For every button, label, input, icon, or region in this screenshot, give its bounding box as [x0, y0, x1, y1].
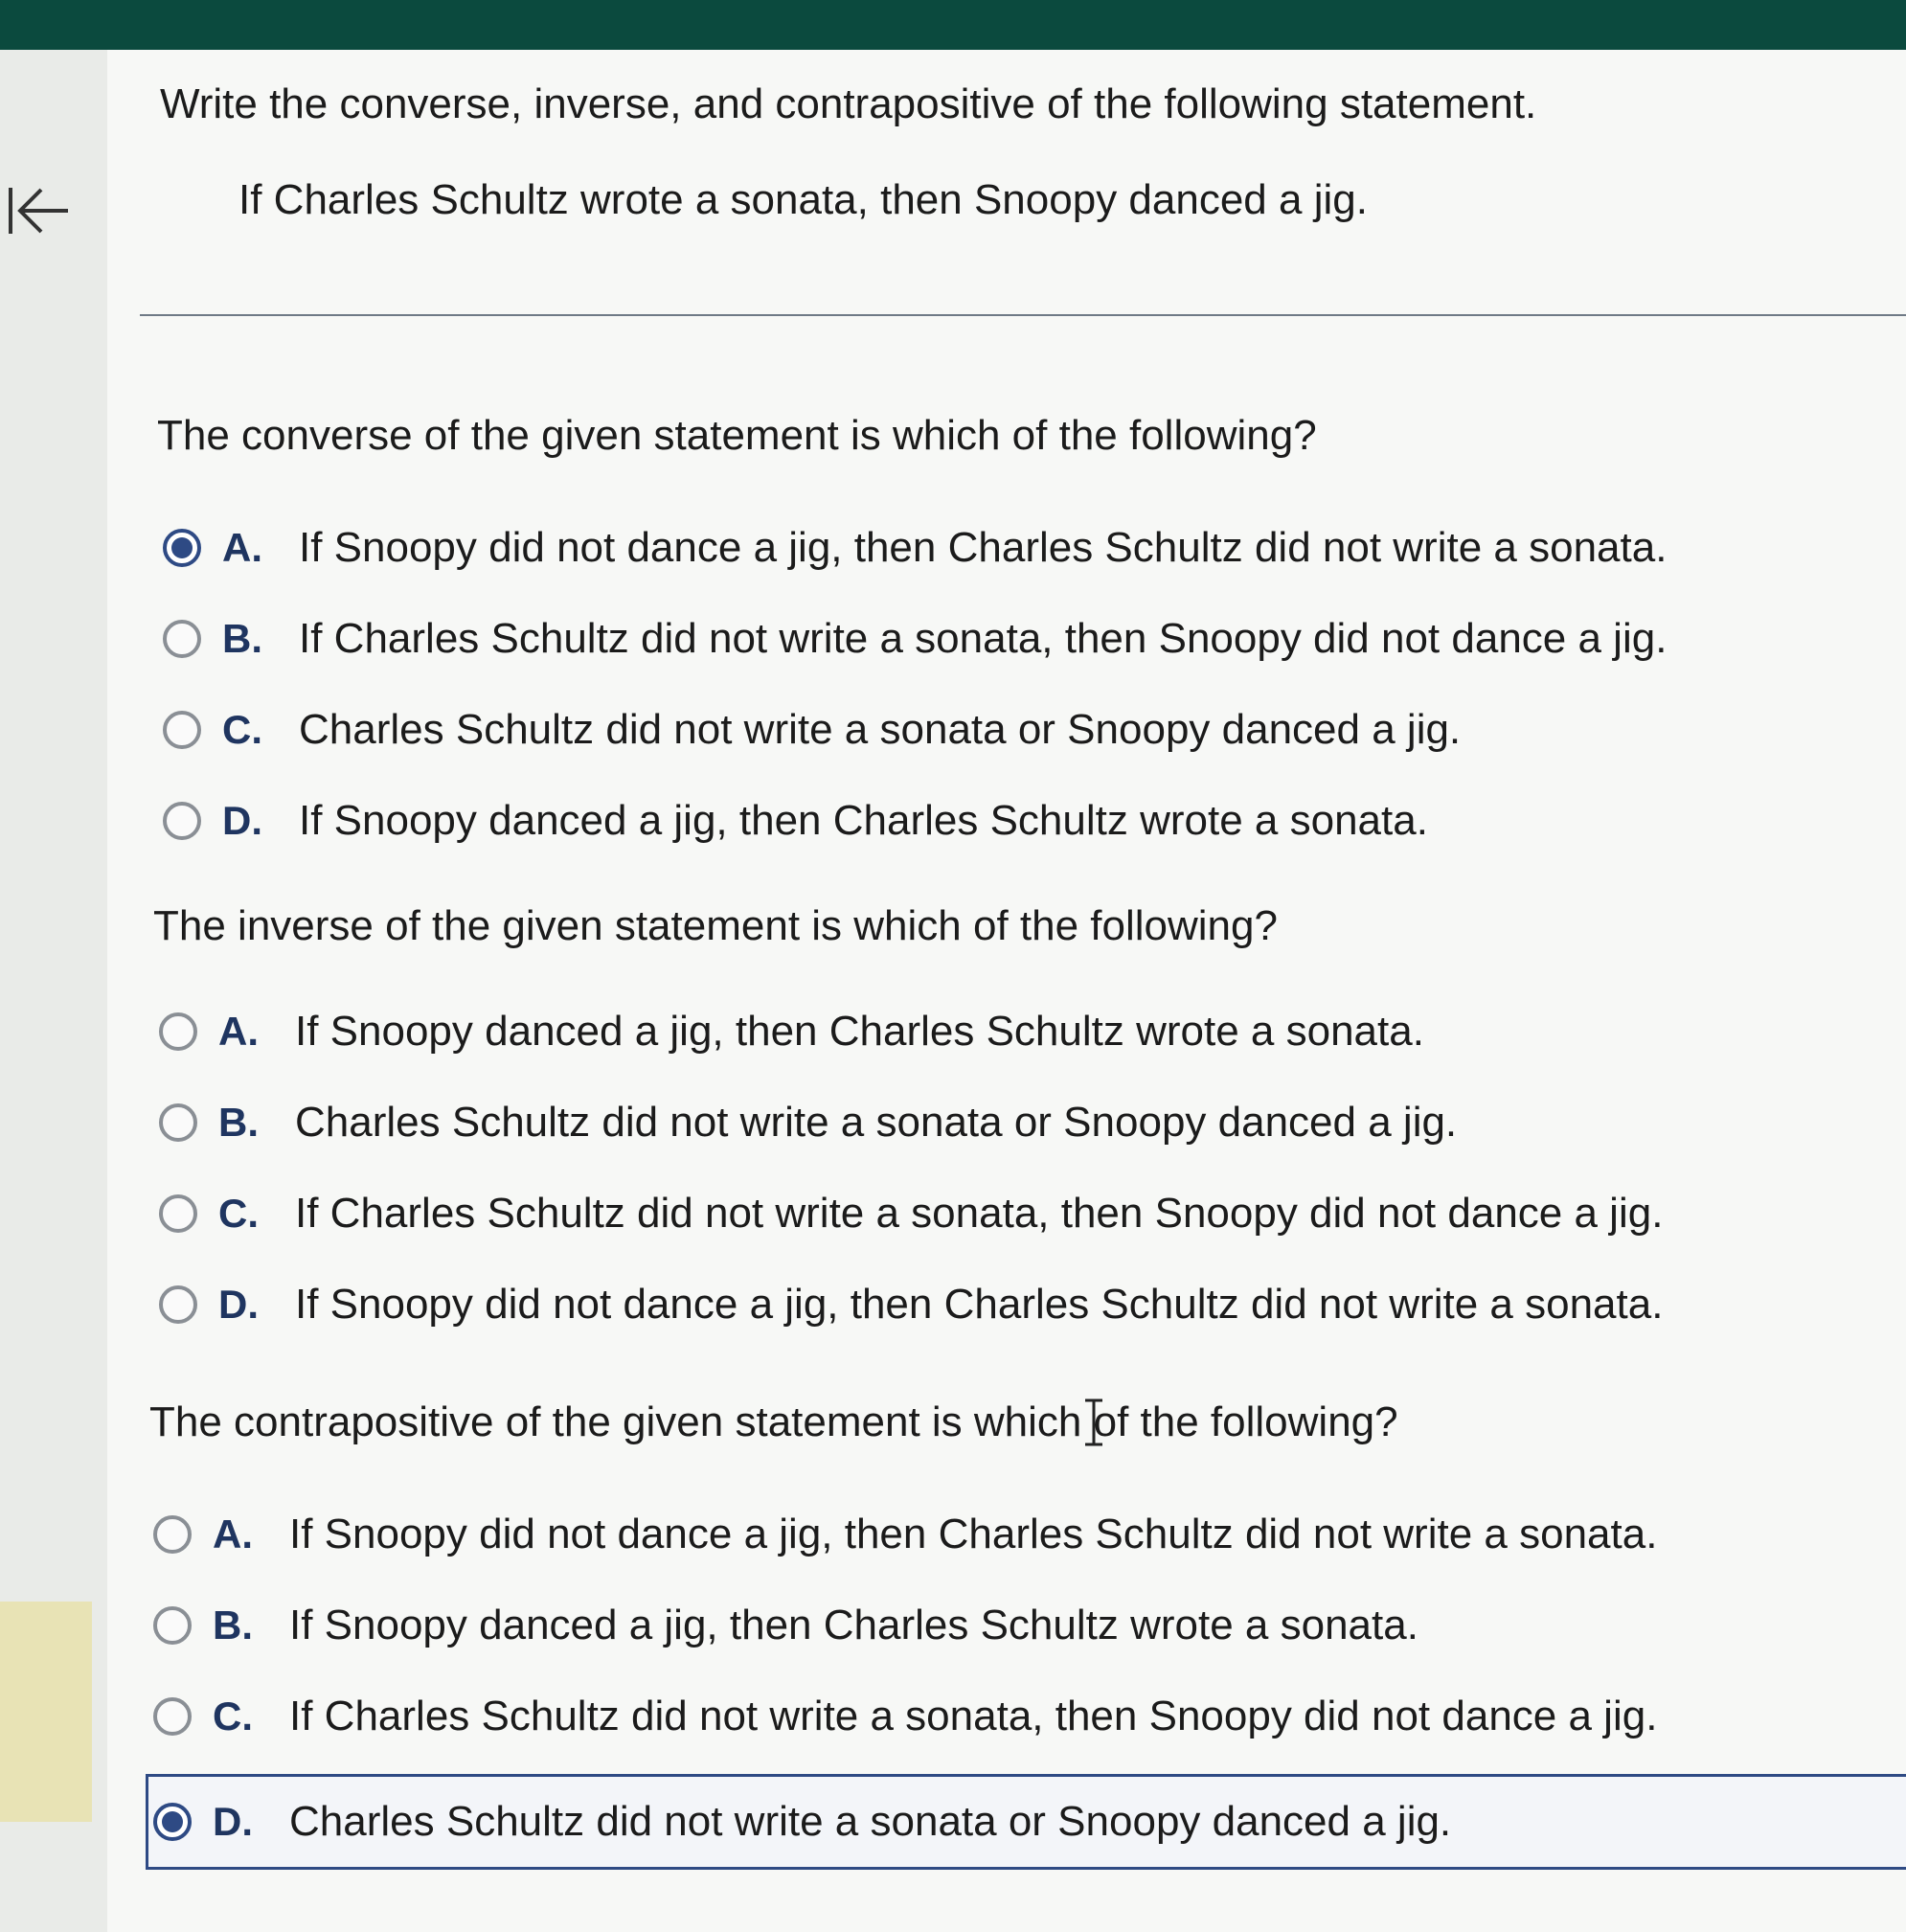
- option-letter: B.: [213, 1602, 253, 1648]
- option-letter: D.: [222, 798, 262, 843]
- back-button[interactable]: [0, 172, 77, 249]
- option-text: If Snoopy danced a jig, then Charles Schultz wrote a sonata.: [299, 797, 1428, 844]
- option-letter: B.: [218, 1100, 259, 1145]
- question-content: [107, 50, 1906, 1932]
- option-text: If Charles Schultz did not write a sonata, then Snoopy did not dance a jig.: [299, 615, 1668, 662]
- top-bar: [0, 0, 1906, 50]
- question-contrapositive: The contrapositive of the given statement is which of the following?: [149, 1398, 1398, 1445]
- option-converse-c[interactable]: [163, 692, 1461, 768]
- option-inverse-c[interactable]: [159, 1175, 1663, 1252]
- radio-button[interactable]: [153, 1606, 192, 1645]
- option-letter: C.: [213, 1693, 253, 1739]
- option-contrapositive-b[interactable]: [153, 1587, 1418, 1664]
- radio-button[interactable]: [163, 802, 201, 840]
- radio-button[interactable]: [159, 1103, 197, 1142]
- radio-button-checked[interactable]: [163, 529, 201, 567]
- option-text: If Charles Schultz did not write a sonata, then Snoopy did not dance a jig.: [289, 1693, 1658, 1739]
- option-text: If Snoopy did not dance a jig, then Charles Schultz did not write a sonata.: [299, 524, 1668, 571]
- instruction-text: Write the converse, inverse, and contrapositive of the following statement.: [160, 80, 1537, 127]
- option-text: Charles Schultz did not write a sonata or Snoopy danced a jig.: [299, 706, 1462, 753]
- option-converse-b[interactable]: [163, 601, 1667, 677]
- question-inverse: The inverse of the given statement is which of the following?: [153, 902, 1278, 949]
- option-text: If Charles Schultz did not write a sonata, then Snoopy did not dance a jig.: [295, 1190, 1664, 1237]
- radio-button[interactable]: [153, 1515, 192, 1554]
- radio-button[interactable]: [159, 1012, 197, 1051]
- option-text: If Snoopy danced a jig, then Charles Schultz wrote a sonata.: [295, 1008, 1424, 1055]
- option-converse-a[interactable]: [163, 510, 1667, 586]
- option-letter: C.: [218, 1191, 259, 1236]
- text-cursor-icon: [1082, 1397, 1105, 1448]
- radio-button[interactable]: [153, 1697, 192, 1736]
- given-statement: If Charles Schultz wrote a sonata, then Snoopy danced a jig.: [238, 176, 1368, 223]
- radio-button[interactable]: [159, 1285, 197, 1324]
- radio-dot: [162, 1811, 183, 1832]
- radio-button-checked[interactable]: [153, 1803, 192, 1841]
- back-arrow-icon: [5, 182, 72, 239]
- option-letter: C.: [222, 707, 262, 752]
- option-text: Charles Schultz did not write a sonata or Snoopy danced a jig.: [289, 1798, 1452, 1845]
- option-letter: A.: [222, 525, 262, 570]
- option-inverse-b[interactable]: [159, 1084, 1457, 1161]
- radio-button[interactable]: [163, 711, 201, 749]
- option-converse-d[interactable]: [163, 783, 1428, 859]
- option-text: If Snoopy danced a jig, then Charles Schultz wrote a sonata.: [289, 1602, 1418, 1648]
- option-contrapositive-d[interactable]: [153, 1784, 1451, 1860]
- option-text: Charles Schultz did not write a sonata or Snoopy danced a jig.: [295, 1099, 1458, 1146]
- option-letter: D.: [218, 1282, 259, 1327]
- option-text: If Snoopy did not dance a jig, then Charles Schultz did not write a sonata.: [289, 1511, 1658, 1557]
- option-letter: A.: [213, 1512, 253, 1557]
- radio-dot: [171, 537, 193, 558]
- option-letter: D.: [213, 1799, 253, 1844]
- radio-button[interactable]: [163, 620, 201, 658]
- question-converse: The converse of the given statement is which of the following?: [157, 412, 1317, 459]
- option-contrapositive-c[interactable]: [153, 1678, 1657, 1755]
- option-text: If Snoopy did not dance a jig, then Charles Schultz did not write a sonata.: [295, 1281, 1664, 1328]
- radio-button[interactable]: [159, 1194, 197, 1233]
- option-inverse-d[interactable]: [159, 1266, 1663, 1343]
- option-letter: B.: [222, 616, 262, 661]
- option-inverse-a[interactable]: [159, 993, 1424, 1070]
- divider: [140, 314, 1906, 316]
- option-letter: A.: [218, 1009, 259, 1054]
- left-rail: [0, 50, 109, 1932]
- option-contrapositive-a[interactable]: [153, 1496, 1657, 1573]
- rail-highlight: [0, 1602, 92, 1822]
